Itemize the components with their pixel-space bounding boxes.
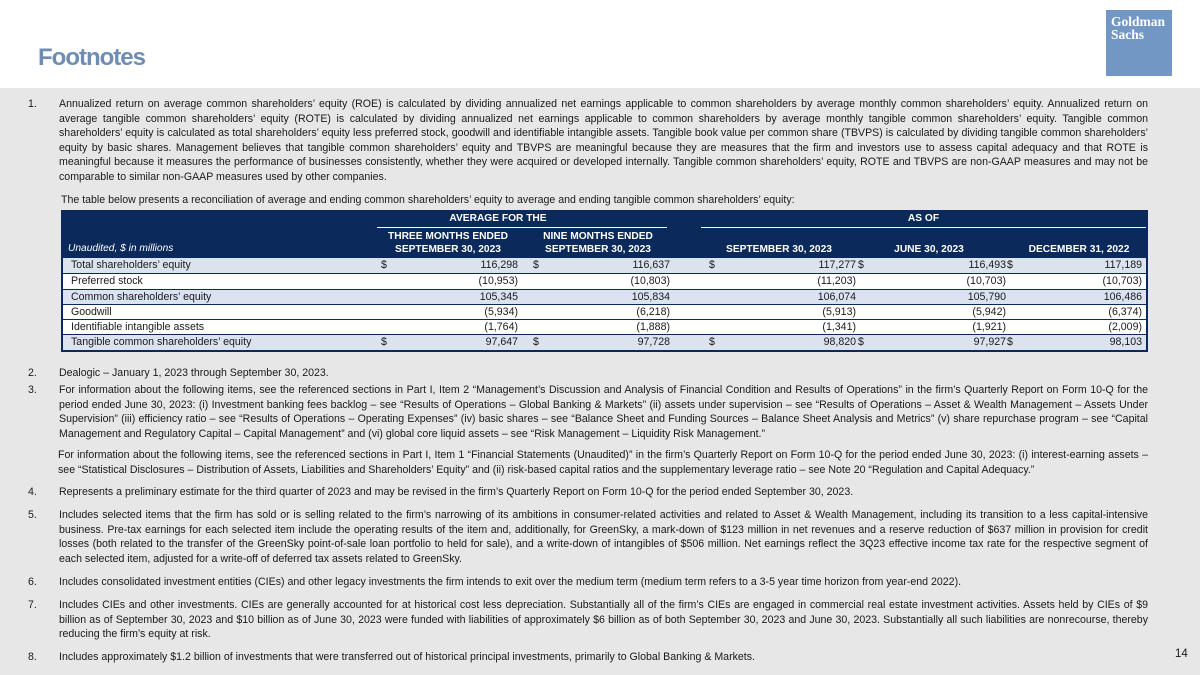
cell-value: 116,493 [968, 259, 1006, 271]
table-cell [1007, 306, 1142, 319]
cell-value: 98,820 [823, 336, 856, 349]
currency-symbol: $ [858, 336, 864, 349]
cell-value: 105,345 [479, 290, 518, 303]
table-cell [533, 306, 670, 319]
table-header [61, 210, 1148, 258]
page-header [0, 0, 1200, 88]
footnote-3 [28, 383, 1148, 441]
footnote-text: Dealogic – January 1, 2023 through September 30, 2023. [59, 367, 329, 379]
column-header-line-1 [1004, 230, 1154, 243]
table-cell [858, 336, 1006, 349]
footnote-number: 2. [28, 367, 37, 379]
row-label: Total shareholders’ equity [71, 259, 191, 271]
footnote-text: For information about the following items, see the referenced sections in Part I, Item 2 “Management’s Discussion and Analysis of Financial Condition and Results of Operations” in the firm’s Quarterly Report on Form 10-Q for the period ended June 30, 2023: (i) Investment banking fees backlog – see “Results of Operations – Global Banking & Markets” (ii) assets under supervision – see “Results of Operations – Asset & Wealth Management – Assets Under Supervision” (iii) efficiency ratio – see “Results of Operations – Operating Expenses” (iv) basic shares – see “Balance Sheet and Funding Sources – Balance Sheet Analysis and Metrics” (v) share repurchase program – see “Capital Management and Regulatory Capital – Capital Management” and (vi) global core liquid assets – see “Risk Management – Liquidity Risk Management.” [59, 384, 1148, 440]
cell-value: 106,486 [1103, 290, 1142, 303]
cell-value: 116,637 [632, 259, 670, 271]
footnote-text: Includes approximately $1.2 billion of investments that were transferred out of historical principal investments, primarily to Global Banking & Markets. [59, 651, 755, 663]
column-header-line-1 [854, 230, 1004, 243]
table-cell [709, 321, 856, 334]
footnote-number: 3. [28, 384, 37, 396]
table-cell [533, 336, 670, 349]
cell-value: (1,341) [822, 321, 856, 334]
cell-value: 97,647 [485, 336, 518, 349]
table-cell [1007, 321, 1142, 334]
cell-value: 105,790 [967, 290, 1006, 303]
row-label: Preferred stock [71, 275, 143, 288]
cell-value: (1,764) [484, 321, 518, 334]
group-underline-average [377, 227, 667, 228]
column-header-sep-2023 [704, 230, 854, 256]
table-cell [381, 275, 518, 288]
currency-symbol: $ [533, 336, 539, 349]
table-cell [709, 291, 856, 304]
table-cell [858, 291, 1006, 304]
currency-symbol: $ [381, 259, 387, 271]
footnote-text: Represents a preliminary estimate for the third quarter of 2023 and may be revised in the firm’s Quarterly Report on Form 10-Q for the period ended September 30, 2023. [59, 486, 854, 498]
footnote-text: Annualized return on average common shareholders’ equity (ROE) is calculated by dividing annualized net earnings applicable to common shareholders by average monthly common shareholders’ equity. Annualized return on average tangible common shareholders’ equity (ROTE) is calculated by dividing annualized net earnings applicable to common shareholders by average monthly tangible common shareholders’ equity. Tangible common shareholders’ equity is calculated as total shareholders’ equity less preferred stock, goodwill and identifiable intangible assets. Tangible book value per common share (TBVPS) is calculated by dividing tangible common shareholders’ equity by basic shares. Management believes that tangible common shareholders’ equity and TBVPS are meaningful because they are measures that the firm and investors use to assess capital adequacy and that ROTE is meaningful because it measures the performance of businesses consistently, whether they were acquired or developed internally. Tangible common shareholders’ equity, ROTE and TBVPS are non-GAAP measures and may not be comparable to similar non-GAAP measures used by other companies. [59, 98, 1148, 183]
cell-value: 105,834 [631, 290, 670, 303]
table-cell [381, 259, 518, 272]
cell-value: 116,298 [480, 259, 518, 271]
table-cell [1007, 336, 1142, 349]
footnote-1 [28, 97, 1148, 185]
goldman-sachs-logo [1106, 10, 1172, 76]
cell-value: 117,189 [1104, 259, 1142, 271]
cell-value: (10,703) [966, 275, 1006, 288]
footnote-number: 5. [28, 509, 37, 521]
column-header-line-2: SEPTEMBER 30, 2023 [395, 244, 501, 255]
column-header-line-2: SEPTEMBER 30, 2023 [726, 244, 832, 255]
table-cell [1007, 275, 1142, 288]
footnote-text: Includes CIEs and other investments. CIEs are generally accounted for at historical cost less depreciation. Substantially all of the firm’s CIEs are engaged in commercial real estate investment activities. Assets held by CIEs of $9 billion as of September 30, 2023 and $10 billion as of June 30, 2023 were funded with liabilities of approximately $6 billion as of both September 30, 2023 and June 30, 2023. Substantially all such liabilities are nonrecourse, thereby reducing the firm’s equity at risk. [59, 599, 1148, 641]
table-cell [858, 275, 1006, 288]
table-cell [533, 291, 670, 304]
table-body [61, 258, 1148, 352]
group-underline-as-of [701, 227, 1146, 228]
table-row [63, 319, 1146, 334]
cell-value: (6,218) [636, 305, 670, 318]
footnote-4 [28, 485, 1148, 500]
footnote-number: 7. [28, 599, 37, 611]
table-intro: The table below presents a reconciliation of average and ending common shareholders’ equity to average and ending tangible common shareholders’ equity: [61, 194, 795, 206]
column-header-line-2: DECEMBER 31, 2022 [1028, 244, 1130, 255]
column-header-line-1 [704, 230, 854, 243]
table-cell [381, 321, 518, 334]
cell-value: 97,927 [973, 336, 1006, 349]
footnote-8 [28, 650, 1148, 665]
cell-value: (10,703) [1102, 275, 1142, 288]
group-header-as-of: AS OF [907, 213, 940, 224]
currency-symbol: $ [533, 259, 539, 271]
table-cell [1007, 259, 1142, 272]
cell-value: 117,277 [818, 259, 856, 271]
table-cell [381, 306, 518, 319]
table-cell [709, 306, 856, 319]
table-cell [533, 321, 670, 334]
cell-value: 106,074 [817, 290, 856, 303]
currency-symbol: $ [709, 336, 715, 349]
logo-line-1: Goldman [1111, 14, 1166, 29]
cell-value: (1,921) [972, 321, 1006, 334]
group-header-average: AVERAGE FOR THE [449, 213, 547, 224]
unaudited-label: Unaudited, $ in millions [68, 243, 174, 254]
table-cell [709, 259, 856, 272]
cell-value: (5,934) [484, 305, 518, 318]
table-cell [1007, 291, 1142, 304]
cell-value: (5,942) [972, 305, 1006, 318]
column-header-nine-months [523, 230, 673, 256]
cell-value: (1,888) [636, 321, 670, 334]
table-cell [858, 259, 1006, 272]
currency-symbol: $ [381, 336, 387, 349]
table-row [63, 258, 1146, 273]
equity-reconciliation-table [61, 210, 1148, 352]
footnote-number: 8. [28, 651, 37, 663]
column-header-line-2: SEPTEMBER 30, 2023 [545, 244, 651, 255]
cell-value: (10,803) [630, 275, 670, 288]
cell-value: (11,203) [817, 275, 856, 288]
footnote-number: 4. [28, 486, 37, 498]
table-cell [533, 275, 670, 288]
cell-value: (5,913) [822, 305, 856, 318]
cell-value: (2,009) [1108, 321, 1142, 334]
footnote-number: 6. [28, 576, 37, 588]
column-header-jun-2023 [854, 230, 1004, 256]
cell-value: (10,953) [478, 275, 518, 288]
table-row [63, 289, 1146, 304]
footnote-6 [28, 575, 1148, 590]
page-number: 14 [1175, 648, 1188, 660]
footnote-5 [28, 508, 1148, 566]
column-header-three-months [373, 230, 523, 256]
cell-value: (6,374) [1108, 305, 1142, 318]
table-cell [709, 336, 856, 349]
page-title: Footnotes [38, 44, 145, 71]
table-cell [533, 259, 670, 272]
cell-value: 97,728 [637, 336, 670, 349]
cell-value: 98,103 [1109, 336, 1142, 349]
row-label: Tangible common shareholders’ equity [71, 336, 252, 349]
table-cell [381, 336, 518, 349]
footnote-number: 1. [28, 98, 37, 110]
row-label: Common shareholders’ equity [71, 290, 212, 303]
footnote-3-continuation: For information about the following items, see the referenced sections in Part I, Item 1 “Financial Statements (Unaudited)” in the firm’s Quarterly Report on Form 10-Q for the period ended June 30, 2023: (i) interest-earning assets – see “Statistical Disclosures – Distribution of Assets, Liabilities and Shareholders’ Equity” and (ii) risk-based capital ratios and the supplementary leverage ratio – see Note 20 “Regulation and Capital Adequacy.” [58, 449, 1148, 476]
currency-symbol: $ [858, 259, 864, 271]
footnote-text: Includes selected items that the firm has sold or is selling related to the firm’s narrowing of its ambitions in consumer-related activities and related to Asset & Wealth Management, including its transition to a less capital-intensive business. Pre-tax earnings for each selected item include the operating results of the item and, additionally, for GreenSky, a mark-down of $123 million in net revenues and a reserve reduction of $637 million in provision for credit losses (both related to the transfer of the GreenSky point-of-sale loan portfolio to held for sale), and a write-down of intangibles of $506 million. Net earnings reflect the 3Q23 effective income tax rate for the respective segment of each selected item, adjusted for a write-off of deferred tax assets related to GreenSky. [59, 509, 1148, 565]
table-cell [381, 291, 518, 304]
table-row [63, 334, 1146, 349]
currency-symbol: $ [709, 259, 715, 271]
column-header-line-1: THREE MONTHS ENDED [388, 231, 508, 242]
currency-symbol: $ [1007, 336, 1013, 349]
row-label: Identifiable intangible assets [71, 321, 205, 334]
column-header-line-1: NINE MONTHS ENDED [543, 231, 653, 242]
footnote-2 [28, 366, 1148, 381]
table-row [63, 273, 1146, 288]
table-cell [858, 321, 1006, 334]
column-header-dec-2022 [1004, 230, 1154, 256]
column-header-line-2: JUNE 30, 2023 [894, 244, 964, 255]
table-row [63, 304, 1146, 319]
footnote-7 [28, 598, 1148, 642]
logo-line-2: Sachs [1111, 27, 1145, 42]
table-cell [709, 275, 856, 288]
currency-symbol: $ [1007, 259, 1013, 271]
table-cell [858, 306, 1006, 319]
row-label: Goodwill [71, 305, 112, 318]
footnote-text: Includes consolidated investment entities (CIEs) and other legacy investments the firm intends to exit over the medium term (medium term refers to a 3-5 year time horizon from year-end 2022). [59, 576, 962, 588]
